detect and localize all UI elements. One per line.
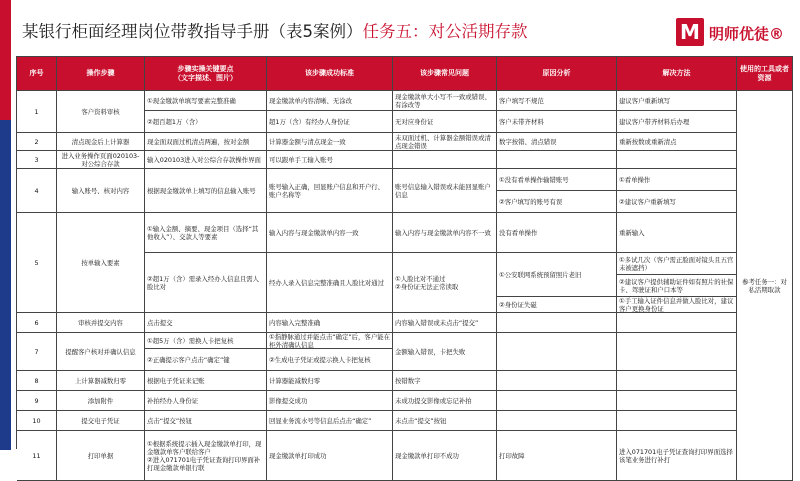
row4-reason-2: ②客户填写的账号有误 — [497, 191, 617, 213]
header-tools: 使用的工具或者资源 — [737, 57, 793, 91]
row11-key: ①根据系统提示插入现金缴款单打印，现金缴款单客户联给客户 ②进入071701电子凭证查询打印界面补打现金缴款单银行联 — [145, 431, 267, 481]
row3-method — [617, 151, 737, 169]
row5-standard-2: 经办人录入信息完整准确且人脸比对通过 — [267, 253, 393, 313]
header-standard: 该步骤成功标准 — [267, 57, 393, 91]
row1-no: 1 — [17, 91, 57, 133]
row5-no: 5 — [17, 213, 57, 313]
row11-problem: 现金缴款单打印不成功 — [393, 431, 497, 481]
row8-standard: 计算器能减数归零 — [267, 371, 393, 391]
row1-method-1: 建议客户重新填写 — [617, 91, 737, 111]
row2-key: 现金面双面过机清点两遍，按对金额 — [145, 133, 267, 151]
header-problems: 该步骤常见问题 — [393, 57, 497, 91]
row6-reason — [497, 313, 617, 333]
title-task: 任务五：对公活期存款 — [362, 22, 528, 41]
row3-reason — [497, 151, 617, 169]
row7-standard-2: ②生成电子凭证或提示换人卡把复核 — [267, 349, 393, 371]
row7-standard-1: ①指静脉通过并能点击“确定”后，客户能在柜外清确认信息 — [267, 333, 393, 349]
row3-problem — [393, 151, 497, 169]
row8-key: 根据电子凭证来记账 — [145, 371, 267, 391]
row6-method — [617, 313, 737, 333]
row8-no: 8 — [17, 371, 57, 391]
row3-no: 3 — [17, 151, 57, 169]
row7-problem: 金额输入错误，卡把失败 — [393, 333, 497, 371]
row1-problem-1: 现金缴款单大小写不一致或错误、有涂改等 — [393, 91, 497, 111]
row9-key: 补拍经办人身份证 — [145, 391, 267, 411]
row8-problem: 按错数字 — [393, 371, 497, 391]
row5-method-2c: ①手工输入证件信息并做人脸比对，建议客户更换身份证 — [617, 297, 737, 313]
tools-cell: 参考任务一：对私活期取款 — [737, 91, 793, 481]
row9-no: 9 — [17, 391, 57, 411]
header-key-points: 步骤实操关键要点 （文字描述、图片） — [145, 57, 267, 91]
title-main: 某银行柜面经理岗位带教指导手册（表5案例） — [22, 22, 363, 41]
logo-mark: M — [676, 18, 704, 46]
left-stripe-red — [0, 0, 11, 120]
row11-standard: 现金缴款单打印成功 — [267, 431, 393, 481]
left-stripe-blue — [0, 120, 11, 450]
row2-method: 重新按数或重新清点 — [617, 133, 737, 151]
row5-standard-1: 输入内容与现金缴款单内容一致 — [267, 213, 393, 253]
row4-standard: 账号输入正确，回显账户信息和开户行、账户名称等 — [267, 169, 393, 213]
row4-problem: 账号信息输入错误或未能回显账户信息 — [393, 169, 497, 213]
row7-key-1: ①超5万（含）需换人卡把复核 — [145, 333, 267, 349]
row1-step: 客户资料审核 — [57, 91, 145, 133]
row5-step: 按单输入要素 — [57, 213, 145, 313]
row3-key: 输入020103进入对公综合存款操作界面 — [145, 151, 267, 169]
row8-method — [617, 371, 737, 391]
header-method: 解决方法 — [617, 57, 737, 91]
row5-key-1: ①输入金额、摘要、现金项目（选择“其他收入”）、交款人等要素 — [145, 213, 267, 253]
row5-method-2b: ②建议客户提供辅助证件如有照片的社保卡、驾驶证和户口本等 — [617, 275, 737, 297]
row1-key-2: ②超百超1万（含） — [145, 111, 267, 133]
header-reason: 原因分析 — [497, 57, 617, 91]
row4-step: 输入账号、核对内容 — [57, 169, 145, 213]
row4-method-1: ①看单操作 — [617, 169, 737, 191]
row6-key: 点击提交 — [145, 313, 267, 333]
row3-standard: 可以跟单手工输入账号 — [267, 151, 393, 169]
row7-reason — [497, 333, 617, 371]
row11-step: 打印单据 — [57, 431, 145, 481]
row2-problem: 未双面过机、计算器金额错误或清点现金错误 — [393, 133, 497, 151]
row7-method — [617, 333, 737, 371]
header-step: 操作步骤 — [57, 57, 145, 91]
row5-problem-2 — [393, 253, 497, 313]
row11-method: 进入071701电子凭证查询打印界面选择该笔业务进行补打 — [617, 431, 737, 481]
row2-reason: 数字按错、清点错误 — [497, 133, 617, 151]
row5-problem-2a: ①人脸比对不通过 — [395, 274, 446, 283]
row4-key: 根据现金缴款单上填写的信息输入账号 — [145, 169, 267, 213]
row2-standard: 计算器金额与清点现金一致 — [267, 133, 393, 151]
row2-step: 清点现金后上计算器 — [57, 133, 145, 151]
row5-method-2a: ①多试几次（客户需正脸面对镜头且五官未被遮挡） — [617, 253, 737, 275]
row5-problem-1: 输入内容与现金缴款单内容不一致 — [393, 213, 497, 253]
row10-standard: 回显业务流水号等信息后点击“确定” — [267, 411, 393, 431]
row10-method — [617, 411, 737, 431]
brand-logo — [676, 16, 796, 50]
row4-no: 4 — [17, 169, 57, 213]
row9-step: 添加附件 — [57, 391, 145, 411]
row6-standard: 内容输入完整准确 — [267, 313, 393, 333]
row2-no: 2 — [17, 133, 57, 151]
row10-key: 点击“提交”按钮 — [145, 411, 267, 431]
row10-problem: 未点击“提交”按钮 — [393, 411, 497, 431]
row9-method — [617, 391, 737, 411]
row5-reason-2a: ①公安联网系统预留照片老旧 — [497, 253, 617, 297]
row1-problem-2: 无对应身份证 — [393, 111, 497, 133]
row1-reason-2: 客户未带齐材料 — [497, 111, 617, 133]
row6-no: 6 — [17, 313, 57, 333]
page-title — [22, 22, 528, 42]
row7-step: 提醒客户核对并确认信息 — [57, 333, 145, 371]
row6-problem: 内容输入错误或未点击“提交” — [393, 313, 497, 333]
row4-method-2: ②建议客户重新填写 — [617, 191, 737, 213]
row3-step: 进入业务操作页面020103-对公综合存款 — [57, 151, 145, 169]
row9-standard: 影像提交成功 — [267, 391, 393, 411]
row5-key-2: ②超1万（含）需录入经办人信息且需人脸比对 — [145, 253, 267, 313]
row5-problem-2b: ②身份证无法正常读取 — [395, 282, 459, 291]
row7-key-2: ②正确提示客户点击“确定”键 — [145, 349, 267, 371]
row9-problem: 未成功提交影像或忘记补拍 — [393, 391, 497, 411]
row8-reason — [497, 371, 617, 391]
row5-reason-1: 没有看单操作 — [497, 213, 617, 253]
row5-reason-2b: ②身份证失磁 — [497, 297, 617, 313]
row7-no: 7 — [17, 333, 57, 371]
row8-step: 上计算器减数归零 — [57, 371, 145, 391]
logo-text: 明师优徒® — [709, 25, 785, 43]
row1-standard-2: 超1万（含）有经办人身份证 — [267, 111, 393, 133]
row4-reason-1: ①没有看单操作输错账号 — [497, 169, 617, 191]
row1-key-1: ①现金缴款单填写要素完整准确 — [145, 91, 267, 111]
row1-standard-1: 现金缴款单内容清晰、无涂改 — [267, 91, 393, 111]
row1-method-2: 建议客户带齐材料后办理 — [617, 111, 737, 133]
row6-step: 审核并提交内容 — [57, 313, 145, 333]
row11-no: 11 — [17, 431, 57, 481]
row1-reason-1: 客户填写不规范 — [497, 91, 617, 111]
row5-method-1: 重新输入 — [617, 213, 737, 253]
header-no: 序号 — [17, 57, 57, 91]
row11-reason: 打印故障 — [497, 431, 617, 481]
row10-reason — [497, 411, 617, 431]
guide-table — [16, 56, 793, 472]
row10-step: 提交电子凭证 — [57, 411, 145, 431]
row10-no: 10 — [17, 411, 57, 431]
row9-reason — [497, 391, 617, 411]
